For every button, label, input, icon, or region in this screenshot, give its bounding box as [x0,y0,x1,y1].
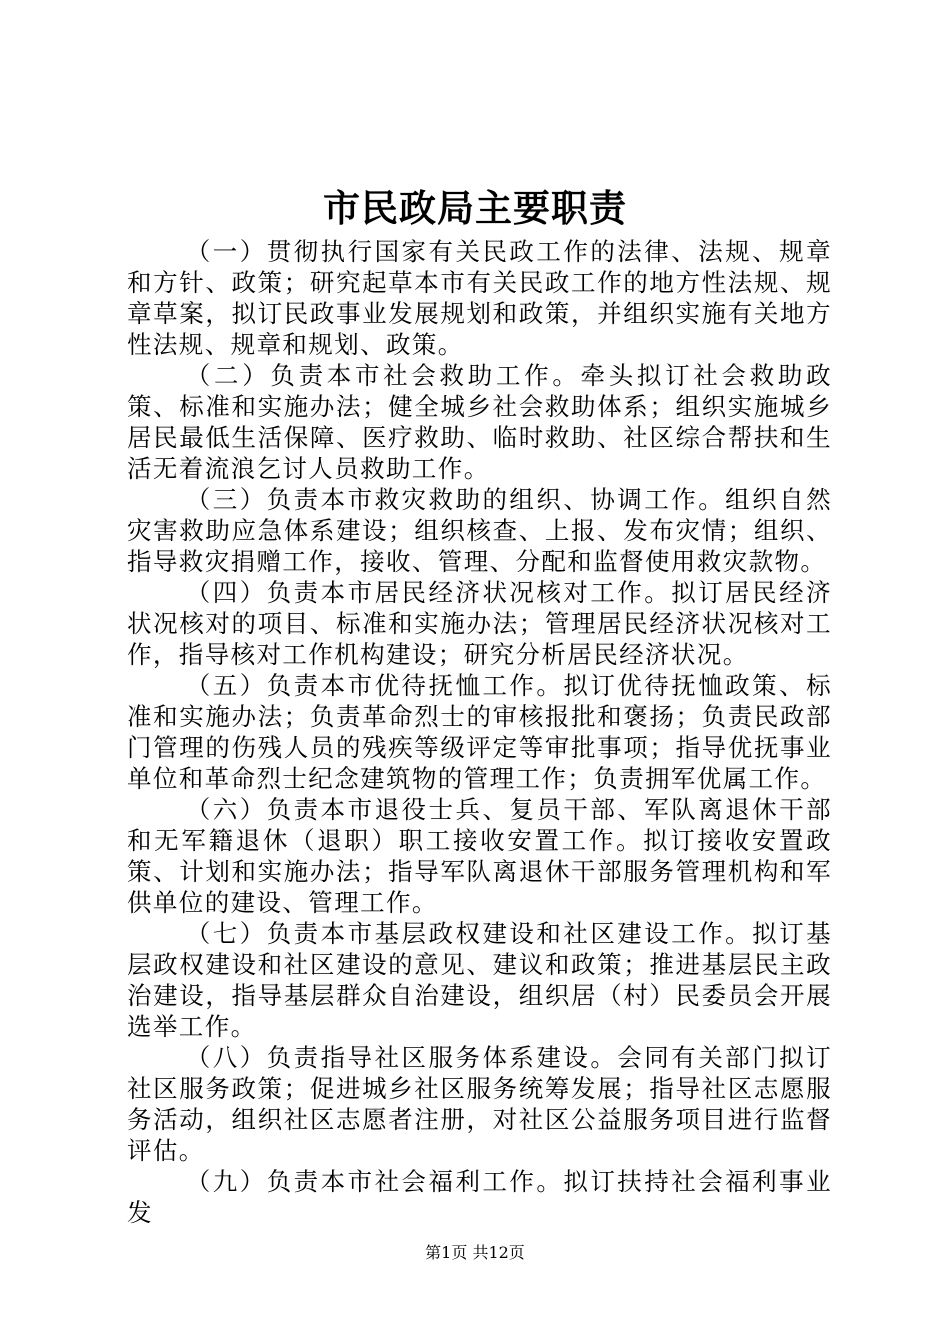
paragraph-5: （五）负责本市优待抚恤工作。拟订优待抚恤政策、标准和实施办法；负责革命烈士的审核报批和褒扬；负责民政部门管理的伤残人员的残疾等级评定等审批事项；指导优抚事业单位和革命烈士纪念建筑物的管理工作；负责拥军优属工作。 [127,671,832,793]
paragraph-4: （四）负责本市居民经济状况核对工作。拟订居民经济状况核对的项目、标准和实施办法；管理居民经济状况核对工作，指导核对工作机构建设；研究分析居民经济状况。 [127,578,832,669]
paragraph-9: （九）负责本市社会福利工作。拟订扶持社会福利事业发 [127,1167,832,1227]
paragraph-3: （三）负责本市救灾救助的组织、协调工作。组织自然灾害救助应急体系建设；组织核查、上报、发布灾情；组织、指导救灾捐赠工作，接收、管理、分配和监督使用救灾款物。 [127,485,832,576]
page-number-footer: 第1页 共12页 [425,1243,525,1262]
page-title: 市民政局主要职责 [323,186,627,230]
document-body [127,236,832,1228]
paragraph-7: （七）负责本市基层政权建设和社区建设工作。拟订基层政权建设和社区建设的意见、建议和政策；推进基层民主政治建设，指导基层群众自治建设，组织居（村）民委员会开展选举工作。 [127,919,832,1041]
paragraph-1: （一）贯彻执行国家有关民政工作的法律、法规、规章和方针、政策；研究起草本市有关民政工作的地方性法规、规章草案，拟订民政事业发展规划和政策，并组织实施有关地方性法规、规章和规划、政策。 [127,237,832,359]
paragraph-6: （六）负责本市退役士兵、复员干部、军队离退休干部和无军籍退休（退职）职工接收安置工作。拟订接收安置政策、计划和实施办法；指导军队离退休干部服务管理机构和军供单位的建设、管理工作。 [127,795,832,917]
paragraph-2: （二）负责本市社会救助工作。牵头拟订社会救助政策、标准和实施办法；健全城乡社会救助体系；组织实施城乡居民最低生活保障、医疗救助、临时救助、社区综合帮扶和生活无着流浪乞讨人员救助工作。 [127,361,832,483]
paragraph-8: （八）负责指导社区服务体系建设。会同有关部门拟订社区服务政策；促进城乡社区服务统筹发展；指导社区志愿服务活动，组织社区志愿者注册，对社区公益服务项目进行监督评估。 [127,1043,832,1165]
